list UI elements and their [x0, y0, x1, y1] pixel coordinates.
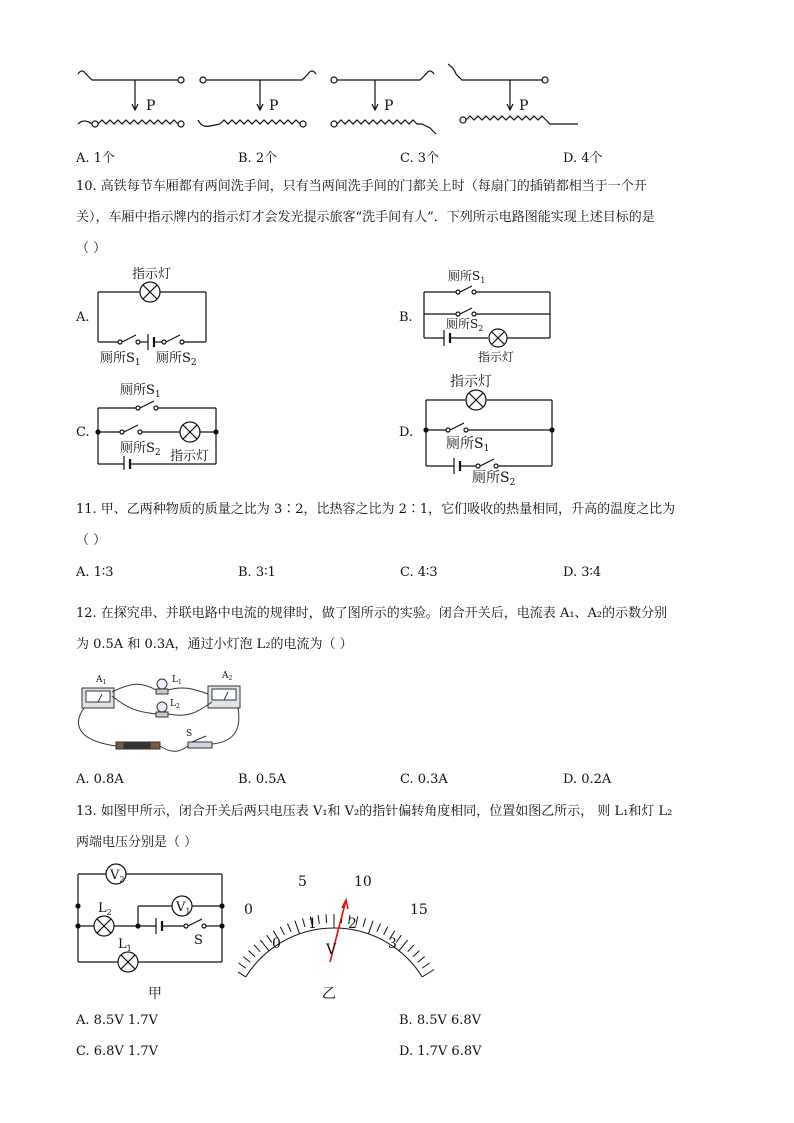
- q11-option-d[interactable]: D. 3∶4: [563, 565, 602, 580]
- meter-tick: [254, 945, 260, 952]
- q10d-s2-label: 厕所$S_2$: [472, 470, 516, 486]
- meter-top-15: 15: [410, 902, 428, 918]
- q13-option-d[interactable]: D. 1.7V 6.8V: [399, 1044, 482, 1059]
- meter-bottom-3: 3: [388, 936, 397, 952]
- meter-top-10: 10: [354, 874, 372, 890]
- meter-tick: [243, 957, 250, 963]
- q13-option-c[interactable]: C. 6.8V 1.7V: [76, 1044, 159, 1059]
- q13-voltmeter-dial: [238, 862, 438, 1004]
- meter-bottom-1: 1: [308, 916, 317, 932]
- meter-tick: [384, 927, 388, 935]
- q12-option-b[interactable]: B. 0.5A: [238, 772, 286, 787]
- q10-circuit-a: [94, 262, 214, 370]
- q13-option-b[interactable]: B. 8.5V 6.8V: [399, 1013, 482, 1028]
- q10-circuit-d: [420, 368, 560, 486]
- q13-s-label: S: [194, 933, 203, 948]
- meter-top-5: 5: [298, 874, 307, 890]
- q13-circuit-jia: [72, 858, 232, 1004]
- q10a-s2-label: 厕所$S_2$: [156, 351, 197, 368]
- meter-tick: [399, 940, 408, 951]
- meter-tick: [249, 951, 256, 957]
- q9-fig3-label: P: [384, 98, 394, 114]
- meter-tick: [422, 963, 429, 968]
- q11-option-c[interactable]: C. 4∶3: [400, 565, 438, 580]
- meter-tick: [295, 921, 300, 934]
- q9-option-b[interactable]: B. 2个: [238, 151, 278, 166]
- meter-tick: [238, 970, 246, 977]
- q10a-lamp-label: 指示灯: [132, 267, 172, 282]
- q12-a1-label: $A_1$: [96, 675, 107, 686]
- meter-tick: [422, 970, 434, 977]
- meter-tick: [280, 927, 284, 935]
- q12-l2-label: $L_2$: [170, 699, 180, 710]
- q13-option-a[interactable]: A. 8.5V 1.7V: [76, 1013, 158, 1028]
- q11-stem-line1: 11. 甲、乙两种物质的质量之比为 3∶2，比热容之比为 2∶1，它们吸收的热量相同，升高的温度之比为: [76, 502, 676, 517]
- meter-tick: [260, 940, 269, 951]
- q9-option-c[interactable]: C. 3个: [400, 151, 440, 166]
- q13-l1-label: $L_1$: [118, 937, 132, 953]
- q10c-s2-label: 厕所$S_2$: [120, 441, 161, 458]
- q10-option-d-letter[interactable]: D.: [399, 425, 414, 440]
- q12-apparatus-figure: [72, 662, 252, 762]
- q10d-lamp-label: 指示灯: [450, 374, 492, 390]
- q10-option-c-letter[interactable]: C.: [76, 425, 90, 440]
- q10a-s1-label: 厕所$S_1$: [100, 351, 141, 368]
- q9-option-a[interactable]: A. 1个: [76, 151, 115, 166]
- meter-tick: [377, 924, 381, 932]
- q11-option-b[interactable]: B. 3∶1: [238, 565, 276, 580]
- q10-option-a-letter[interactable]: A.: [76, 310, 90, 325]
- q12-a2-label: $A_2$: [222, 671, 233, 682]
- meter-tick: [418, 957, 425, 963]
- q13-v1-label: $V_1$: [176, 900, 191, 916]
- q11-option-a[interactable]: A. 1∶3: [76, 565, 114, 580]
- q10b-s1-label: 厕所$S_1$: [448, 269, 486, 285]
- meter-tick: [368, 921, 373, 934]
- meter-tick: [396, 935, 401, 942]
- q11-stem-line2: （ ）: [76, 533, 107, 548]
- q10b-s2-label: 厕所$S_2$: [446, 317, 484, 333]
- meter-tick: [318, 915, 319, 924]
- meter-tick: [363, 918, 365, 927]
- meter-tick: [408, 945, 414, 952]
- q13-l2-label: $L_2$: [98, 901, 112, 917]
- q10-stem-line2: 关），车厢中指示牌内的指示灯才会发光提示旅客“洗手间有人”．下列所示电路图能实现上述目标的是: [76, 210, 655, 225]
- meter-tick: [288, 924, 292, 932]
- q12-option-a[interactable]: A. 0.8A: [76, 772, 124, 787]
- q10-stem-line1: 10. 高铁每节车厢都有两间洗手间，只有当两间洗手间的门都关上时（每扇门的插销都相当于一个开: [76, 179, 647, 194]
- q10b-lamp-label: 指示灯: [478, 350, 515, 364]
- meter-unit-label: V: [326, 942, 337, 958]
- q10d-s1-label: 厕所$S_1$: [446, 436, 490, 454]
- q13-stem-line1: 13. 如图甲所示，闭合开关后两只电压表 V₁和 V₂的指针偏转角度相同，位置如图乙所示， 则 L₁和灯 L₂: [76, 804, 673, 819]
- meter-tick: [303, 918, 305, 927]
- q10-option-b-letter[interactable]: B.: [399, 310, 413, 325]
- q10-circuit-b: [418, 266, 558, 366]
- q12-stem-line2: 为 0.5A 和 0.3A，通过小灯泡 L₂的电流为（ ）: [76, 637, 353, 652]
- q9-fig2-label: P: [269, 98, 279, 114]
- q12-option-c[interactable]: C. 0.3A: [400, 772, 448, 787]
- meter-tick: [413, 951, 420, 957]
- meter-tick: [238, 963, 245, 968]
- q9-fig4-label: P: [519, 98, 529, 114]
- q12-stem-line1: 12. 在探究串、并联电路中电流的规律时，做了图所示的实验。闭合开关后，电流表 A₁、A₂的示数分别: [76, 606, 668, 621]
- q9-option-d[interactable]: D. 4个: [563, 151, 603, 166]
- q13-fig-yi-caption: 乙: [322, 986, 336, 1002]
- q13-v2-label: $V_2$: [110, 868, 125, 884]
- q10-stem-line3: （ ）: [76, 241, 107, 256]
- q13-stem-line2: 两端电压分别是（ ）: [76, 835, 198, 850]
- q12-l1-label: $L_1$: [172, 675, 182, 686]
- q13-fig-jia-caption: 甲: [148, 986, 162, 1002]
- q12-s-label: S: [186, 729, 193, 739]
- meter-bottom-0: 0: [272, 936, 281, 952]
- q9-rheostat-figures: [70, 58, 590, 138]
- q10c-s1-label: 厕所$S_1$: [120, 383, 161, 400]
- q10c-lamp-label: 指示灯: [170, 449, 210, 464]
- meter-bottom-2: 2: [348, 916, 357, 932]
- meter-top-0: 0: [244, 902, 253, 918]
- meter-tick: [326, 914, 327, 923]
- q10-circuit-c: [94, 378, 224, 470]
- q12-option-d[interactable]: D. 0.2A: [563, 772, 612, 787]
- q9-fig1-label: P: [146, 98, 156, 114]
